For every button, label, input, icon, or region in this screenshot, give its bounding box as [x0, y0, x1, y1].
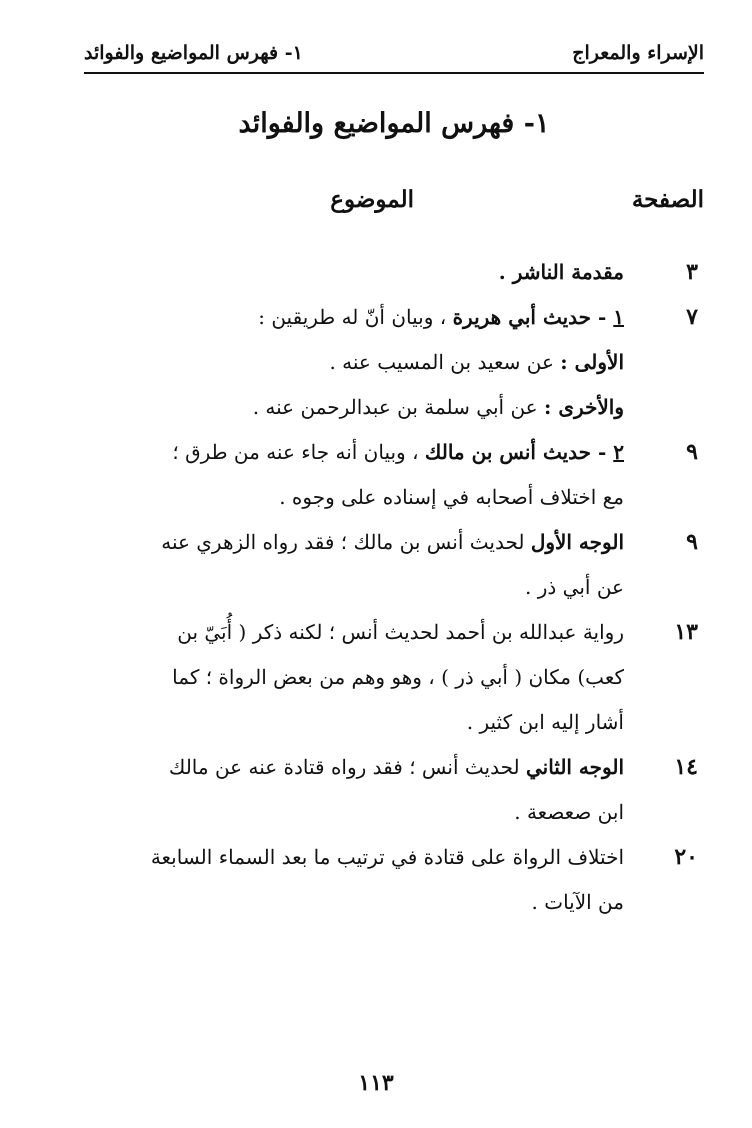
entry-line-text: ، وبيان أنه جاء عنه من طرق ؛ [172, 440, 425, 464]
index-entry [84, 610, 704, 745]
index-entries [84, 250, 704, 925]
entry-heading: الوجه الأول [530, 530, 624, 554]
entry-page-number: ١٤ [674, 754, 698, 780]
index-entry [84, 835, 704, 925]
entry-line [84, 295, 624, 340]
entry-page-number: ٧ [686, 304, 698, 330]
entry-line [84, 430, 624, 475]
entry-page-number: ٣ [686, 259, 698, 285]
entry-text [84, 295, 624, 430]
index-entry [84, 745, 704, 835]
entry-heading: الوجه الثاني [525, 755, 624, 779]
sub-text: عن سعيد بن المسيب عنه . [329, 350, 561, 374]
entry-line [84, 340, 624, 385]
entry-line: من الآيات . [531, 890, 624, 914]
page-title: ١- فهرس المواضيع والفوائد [238, 108, 550, 139]
entry-line-text: ، وبيان أنّ له طريقين : [258, 305, 453, 329]
entry-text [84, 520, 624, 610]
header-section-title: ١- فهرس المواضيع والفوائد [84, 42, 303, 64]
entry-line: ابن صعصعة . [514, 800, 624, 824]
page-number: ١١٣ [358, 1070, 394, 1096]
entry-line: مقدمة الناشر . [498, 260, 624, 284]
column-heading-page: الصفحة [631, 186, 704, 213]
entry-text [84, 835, 624, 925]
entry-heading: - حديث أبي هريرة [452, 305, 614, 329]
column-heading-topic: الموضوع [330, 186, 414, 213]
sub-heading: الأولى : [560, 350, 624, 374]
entry-text [84, 250, 624, 295]
entry-line: مع اختلاف أصحابه في إسناده على وجوه . [279, 485, 624, 509]
entry-line: كعب) مكان ( أبي ذر ) ، وهو وهم من بعض الرواة ؛ كما [172, 665, 624, 689]
header-book-title: الإسراء والمعراج [572, 42, 704, 64]
entry-line: عن أبي ذر . [525, 575, 624, 599]
index-entry [84, 250, 704, 295]
entry-line: رواية عبدالله بن أحمد لحديث أنس ؛ لكنه ذكر ( أُبَيّ بن [177, 620, 624, 644]
entry-page-number: ١٣ [674, 619, 698, 645]
entry-text [84, 430, 624, 520]
sub-text: عن أبي سلمة بن عبدالرحمن عنه . [252, 395, 544, 419]
entry-heading: - حديث أنس بن مالك [424, 440, 614, 464]
header-rule [84, 72, 704, 74]
entry-page-number: ٢٠ [674, 844, 698, 870]
index-entry [84, 430, 704, 520]
index-entry [84, 520, 704, 610]
entry-text [84, 610, 624, 745]
entry-line-text: لحديث أنس ؛ فقد رواه قتادة عنه عن مالك [168, 755, 526, 779]
entry-number: ٢ [613, 440, 624, 464]
sub-heading: والأخرى : [543, 395, 624, 419]
entry-page-number: ٩ [686, 439, 698, 465]
entry-line: اختلاف الرواة على قتادة في ترتيب ما بعد السماء السابعة [150, 845, 624, 869]
running-header [84, 38, 704, 68]
entry-page-number: ٩ [686, 529, 698, 555]
entry-text [84, 745, 624, 835]
entry-line-text: لحديث أنس بن مالك ؛ فقد رواه الزهري عنه [161, 530, 531, 554]
entry-line [84, 385, 624, 430]
index-entry [84, 295, 704, 430]
entry-number: ١ [613, 305, 624, 329]
entry-line: أشار إليه ابن كثير . [466, 710, 624, 734]
column-headings [84, 186, 704, 222]
entry-line [84, 745, 624, 790]
entry-line [84, 520, 624, 565]
